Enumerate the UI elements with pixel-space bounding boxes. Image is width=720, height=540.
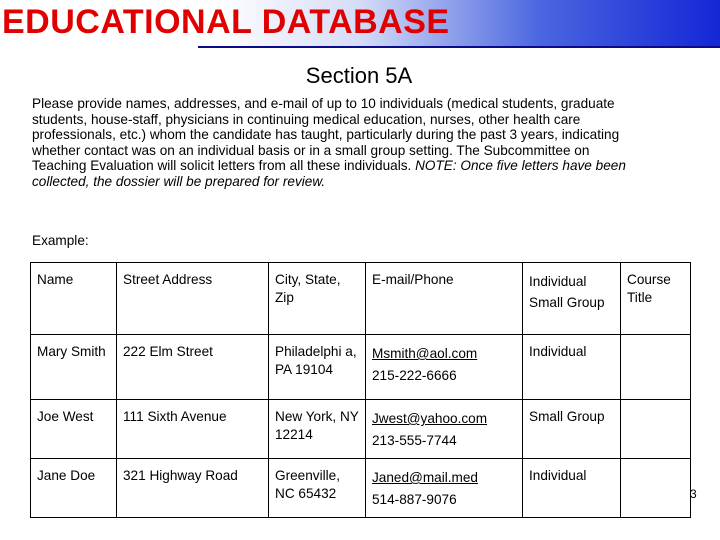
intro-note: NOTE: Once five letters have been collected, the dossier will be prepared for review. [32,158,626,189]
header-address: Street Address [117,263,269,335]
cell-course [621,459,691,518]
table-row [31,400,691,459]
cell-address: 321 Highway Road [117,459,269,518]
section-title-text: Section 5A [305,63,413,88]
phone: 215-222-6666 [372,368,457,383]
cell-name: Jane Doe [31,459,117,518]
cell-course [621,335,691,400]
cell-email-phone [366,459,523,518]
table-row [31,459,691,518]
cell-type: Small Group [523,400,621,459]
cell-city: New York, NY 12214 [269,400,366,459]
cell-type: Individual [523,335,621,400]
email-link[interactable]: Janed@mail.med [372,470,478,485]
header-course: Course Title [621,263,691,335]
header-divider [198,46,720,48]
cell-email-phone [366,400,523,459]
cell-city: Greenville, NC 65432 [269,459,366,518]
header-type [523,263,621,335]
example-label: Example: [32,233,89,248]
cell-course [621,400,691,459]
cell-address: 111 Sixth Avenue [117,400,269,459]
phone: 514-887-9076 [372,492,457,507]
table-row [31,335,691,400]
cell-type: Individual [523,459,621,518]
cell-city: Philadelphi a, PA 19104 [269,335,366,400]
header-small-group: Small Group [529,295,605,310]
section-title [0,63,720,89]
email-link[interactable]: Msmith@aol.com [372,346,478,361]
header-city: City, State, Zip [269,263,366,335]
header-individual: Individual [529,274,587,289]
cell-name: Joe West [31,400,117,459]
email-link[interactable]: Jwest@yahoo.com [372,411,488,426]
header-email-phone: E-mail/Phone [366,263,523,335]
cell-address: 222 Elm Street [117,335,269,400]
page-number: 3 [690,487,697,501]
table-header-row [31,263,691,335]
page-title: EDUCATIONAL DATABASE [2,3,450,41]
intro-paragraph [32,96,644,189]
cell-name: Mary Smith [31,335,117,400]
header-name: Name [31,263,117,335]
phone: 213-555-7744 [372,433,457,448]
cell-email-phone [366,335,523,400]
intro-text: Please provide names, addresses, and e-mail of up to 10 individuals (medical students, graduate students, house-staff, physicians in continuing medical education, nurses, other health care professionals, etc.) whom the candidate has taught, particularly during the past 3 years, indicating whether contact was on an individual basis or in a small group setting. The Subcommittee on Teaching Evaluation will solicit letters from all these individuals. [32,96,620,173]
example-table [30,262,691,518]
